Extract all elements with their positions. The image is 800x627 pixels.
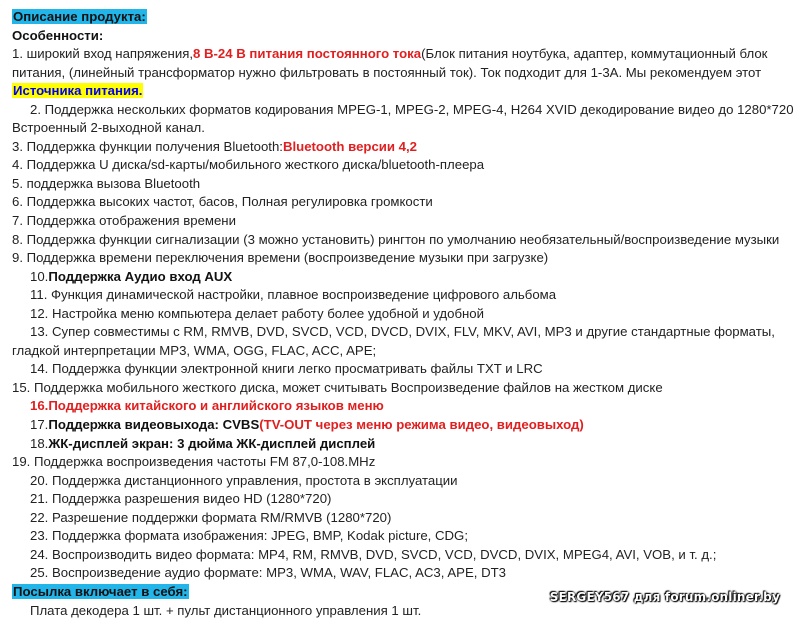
item1-suffix: (Блок питания ноутбука, адаптер, коммутационный блок: [421, 46, 768, 62]
feature-item-1-highlight: [12, 82, 800, 101]
item11-text: 11. Функция динамической настройки, плавное воспроизведение цифрового альбома: [30, 287, 557, 303]
feature-item-20: [12, 472, 800, 491]
feature-item-16: [12, 397, 800, 416]
feature-item-22: [12, 509, 800, 528]
feature-item-10: [12, 268, 800, 287]
item10-num: 10.: [30, 268, 49, 284]
features-heading-line: [12, 27, 800, 46]
feature-item-17: [12, 416, 800, 435]
feature-item-18: [12, 435, 800, 454]
feature-item-11: [12, 286, 800, 305]
item15-text: 15. Поддержка мобильного жесткого диска, может считывать Воспроизведение файлов на жестком диске: [12, 379, 663, 395]
feature-item-5: [12, 175, 800, 194]
item1-voltage: 8 В-24 В питания постоянного тока: [193, 46, 422, 62]
item23-text: 23. Поддержка формата изображения: JPEG, BMP, Kodak picture, CDG;: [30, 528, 468, 544]
feature-item-7: [12, 212, 800, 231]
product-description: [12, 8, 800, 620]
feature-item-25: [12, 564, 800, 583]
package-contents: Плата декодера 1 шт. + пульт дистанционного управления 1 шт.: [30, 602, 422, 618]
item25-text: 25. Воспроизведение аудио формате: MP3, WMA, WAV, FLAC, AC3, APE, DT3: [30, 565, 506, 581]
feature-item-4: [12, 156, 800, 175]
feature-item-21: [12, 490, 800, 509]
item18-num: 18.: [30, 435, 49, 451]
feature-item-3: [12, 138, 800, 157]
feature-item-15: [12, 379, 800, 398]
feature-item-2: [12, 101, 800, 120]
feature-item-1-cont: [12, 64, 800, 83]
power-source-highlight: Источника питания.: [13, 83, 143, 99]
feature-item-2-cont: [12, 119, 800, 138]
feature-item-23: [12, 527, 800, 546]
item13-line1: 13. Супер совместимы с RM, RMVB, DVD, SVCD, VCD, DVCD, DVIX, FLV, MKV, AVI, MP3 и другие стандартные форматы,: [30, 324, 775, 340]
item20-text: 20. Поддержка дистанционного управления, простота в эксплуатации: [30, 472, 458, 488]
item5-text: 5. поддержка вызова Bluetooth: [12, 175, 201, 191]
item6-text: 6. Поддержка высоких частот, басов, Полная регулировка громкости: [12, 194, 433, 210]
aux-input-feature: Поддержка Аудио вход AUX: [48, 268, 233, 284]
tv-out-note: (TV-OUT через меню режима видео, видеовыход): [259, 417, 584, 433]
item17-num: 17.: [30, 417, 49, 433]
feature-item-13-cont: [12, 342, 800, 361]
item4-text: 4. Поддержка U диска/sd-карты/мобильного жесткого диска/bluetooth-плеера: [12, 157, 485, 173]
feature-item-8: [12, 231, 800, 250]
video-output-feature: Поддержка видеовыхода: CVBS: [48, 417, 260, 433]
item2-line2: Встроенный 2-выходной канал.: [12, 120, 205, 136]
feature-item-19: [12, 453, 800, 472]
feature-item-6: [12, 193, 800, 212]
item3-prefix: 3. Поддержка функции получения Bluetooth:: [12, 138, 283, 154]
feature-item-9: [12, 249, 800, 268]
features-heading: Особенности:: [12, 27, 104, 43]
item24-text: 24. Воспроизводить видео формата: MP4, RM, RMVB, DVD, SVCD, VCD, DVCD, DVIX, MPEG4, AVI, VOB, и т. д.;: [30, 546, 717, 562]
item7-text: 7. Поддержка отображения времени: [12, 213, 236, 229]
language-menu-feature: 16.Поддержка китайского и английского языков меню: [30, 398, 384, 414]
package-heading: Посылка включает в себя:: [13, 583, 188, 599]
lcd-display-feature: ЖК-дисплей экран: 3 дюйма ЖК-дисплей дисплей: [48, 435, 376, 451]
description-title: Описание продукта:: [13, 9, 146, 24]
item14-text: 14. Поддержка функции электронной книги легко просматривать файлы TXT и LRC: [30, 361, 543, 377]
item12-text: 12. Настройка меню компьютера делает работу более удобной и удобной: [30, 305, 485, 321]
feature-item-12: [12, 305, 800, 324]
item2-line1: 2. Поддержка нескольких форматов кодирования MPEG-1, MPEG-2, MPEG-4, H264 XVID декодирование видео до 1280*720: [30, 101, 794, 117]
bluetooth-version: Bluetooth версии 4,2: [282, 138, 418, 154]
item19-text: 19. Поддержка воспроизведения частоты FM 87,0-108.MHz: [12, 454, 376, 470]
title-line: [12, 8, 800, 27]
feature-item-14: [12, 360, 800, 379]
item22-text: 22. Разрешение поддержки формата RM/RMVB (1280*720): [30, 509, 392, 525]
item8-text: 8. Поддержка функции сигнализации (3 можно установить) рингтон по умолчанию необязательный/воспроизведение музыки: [12, 231, 780, 247]
feature-item-13: [12, 323, 800, 342]
feature-item-24: [12, 546, 800, 565]
item1-line2: питания, (линейный трансформатор нужно фильтровать в постоянный ток). Ток подходит для 1-3А. Мы рекомендуем этот: [12, 64, 762, 80]
forum-watermark: SERGEY567 для forum.onliner.by: [549, 590, 780, 605]
feature-item-1: [12, 45, 800, 64]
item9-text: 9. Поддержка времени переключения времени (воспроизведение музыки при загрузке): [12, 250, 549, 266]
item21-text: 21. Поддержка разрешения видео HD (1280*720): [30, 491, 332, 507]
item1-prefix: 1. широкий вход напряжения,: [12, 46, 193, 62]
item13-line2: гладкой интерпретации MP3, WMA, OGG, FLAC, ACC, APE;: [12, 342, 377, 358]
